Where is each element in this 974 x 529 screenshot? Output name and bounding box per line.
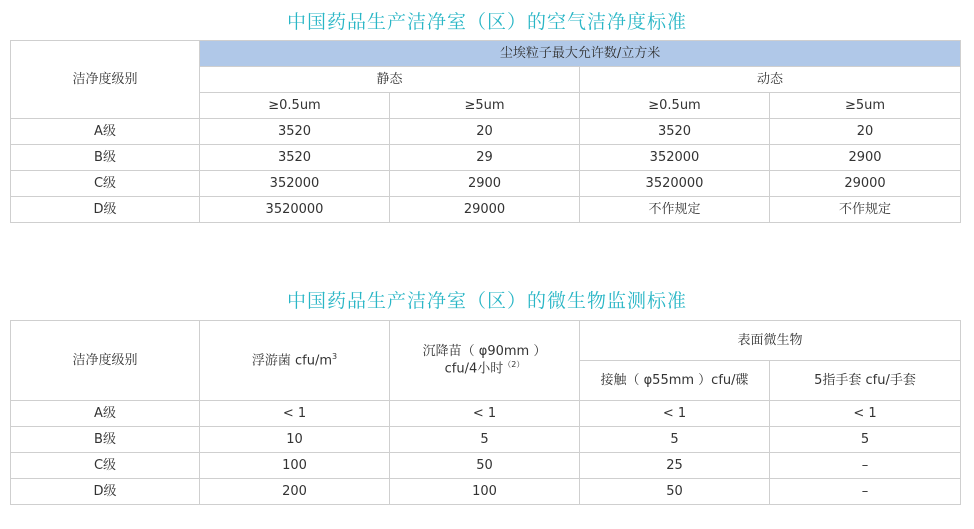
- grade-cell: A级: [11, 119, 200, 145]
- microbial-monitoring-table: [10, 320, 961, 505]
- size-header: ≥5um: [770, 93, 961, 119]
- air-cleanliness-title: 中国药品生产洁净室（区）的空气洁净度标准: [286, 11, 687, 33]
- table-row: [11, 479, 961, 505]
- value-cell: 20: [390, 119, 580, 145]
- glove-print-header: 5指手套 cfu/手套: [770, 361, 961, 401]
- grade-header: 洁净度级别: [11, 321, 200, 401]
- value-cell: 352000: [580, 145, 770, 171]
- value-cell: 10: [200, 427, 390, 453]
- floating-bacteria-header: 浮游菌 cfu/$m^3$: [200, 321, 390, 401]
- value-cell: < 1: [200, 401, 390, 427]
- value-cell: 3520: [580, 119, 770, 145]
- value-cell: 5: [390, 427, 580, 453]
- value-cell: 200: [200, 479, 390, 505]
- static-header: 静态: [200, 67, 580, 93]
- value-cell: < 1: [770, 401, 961, 427]
- value-cell: 不作规定: [770, 197, 961, 223]
- settling-bacteria-header: 沉降苗（ φ90mm ） cfu/4小时$^{(2)}$: [390, 321, 580, 401]
- value-cell: 20: [770, 119, 961, 145]
- value-cell: < 1: [580, 401, 770, 427]
- table-row: [11, 145, 961, 171]
- value-cell: –: [770, 453, 961, 479]
- value-cell: 29: [390, 145, 580, 171]
- value-cell: 2900: [770, 145, 961, 171]
- value-cell: 25: [580, 453, 770, 479]
- value-cell: 3520: [200, 119, 390, 145]
- contact-plate-header: 接触（ φ55mm ）cfu/碟: [580, 361, 770, 401]
- table-row: [11, 119, 961, 145]
- value-cell: 50: [580, 479, 770, 505]
- grade-cell: B级: [11, 427, 200, 453]
- table-row: [11, 401, 961, 427]
- value-cell: 100: [390, 479, 580, 505]
- table-row: [11, 171, 961, 197]
- microbial-monitoring-title: 中国药品生产洁净室（区）的微生物监测标准: [286, 290, 687, 312]
- grade-cell: A级: [11, 401, 200, 427]
- grade-cell: C级: [11, 453, 200, 479]
- table-row: [11, 453, 961, 479]
- dynamic-header: 动态: [580, 67, 961, 93]
- value-cell: 352000: [200, 171, 390, 197]
- size-header: ≥0.5um: [200, 93, 390, 119]
- air-cleanliness-table: [10, 40, 961, 223]
- value-cell: 29000: [390, 197, 580, 223]
- value-cell: 3520000: [200, 197, 390, 223]
- grade-cell: D级: [11, 479, 200, 505]
- table-row: [11, 197, 961, 223]
- value-cell: 5: [770, 427, 961, 453]
- value-cell: 3520000: [580, 171, 770, 197]
- value-cell: 5: [580, 427, 770, 453]
- size-header: ≥0.5um: [580, 93, 770, 119]
- value-cell: 29000: [770, 171, 961, 197]
- table-row: [11, 427, 961, 453]
- surface-microbes-header: 表面微生物: [580, 321, 961, 361]
- value-cell: 不作规定: [580, 197, 770, 223]
- value-cell: 50: [390, 453, 580, 479]
- value-cell: 100: [200, 453, 390, 479]
- grade-cell: B级: [11, 145, 200, 171]
- grade-cell: D级: [11, 197, 200, 223]
- particles-header: 尘埃粒子最大允许数/立方米: [200, 41, 961, 67]
- value-cell: 3520: [200, 145, 390, 171]
- size-header: ≥5um: [390, 93, 580, 119]
- grade-header: 洁净度级别: [11, 41, 200, 119]
- value-cell: –: [770, 479, 961, 505]
- value-cell: 2900: [390, 171, 580, 197]
- value-cell: < 1: [390, 401, 580, 427]
- grade-cell: C级: [11, 171, 200, 197]
